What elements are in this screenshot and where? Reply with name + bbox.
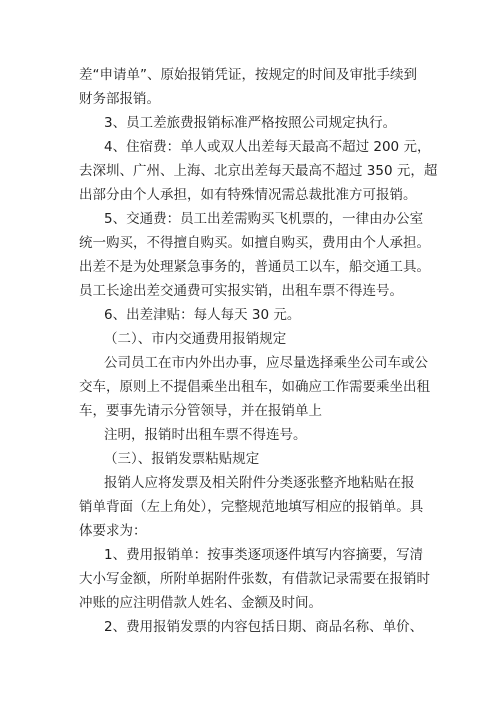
text-line: 注明，报销时出租车票不得连号。 bbox=[104, 427, 307, 443]
text-line: 差“申请单”、原始报销凭证，按规定的时间及审批手续到 bbox=[79, 67, 417, 83]
text-line: 冲账的应注明借款人姓名、金额及时间。 bbox=[79, 595, 322, 611]
text-line: 员工长途出差交通费可实报实销，出租车票不得连号。 bbox=[79, 283, 403, 299]
text-line: 销单背面（左上角处），完整规范地填写相应的报销单。具 bbox=[79, 499, 424, 515]
section-heading: （二）、市内交通费用报销规定 bbox=[104, 331, 287, 347]
text-line: 统一购买，不得擅自购买。如擅自购买，费用由个人承担。 bbox=[79, 235, 430, 251]
text-line: 体要求为： bbox=[79, 523, 147, 539]
text-line: 出差不是为处理紧急事务的，普通员工以车，船交通工具。 bbox=[79, 259, 430, 275]
text-line: 大小写金额，所附单据附件张数，有借款记录需要在报销时 bbox=[79, 571, 430, 587]
text-line: 车，要事先请示分管领导，并在报销单上 bbox=[79, 403, 322, 419]
text-line: 报销人应将发票及相关附件分类逐张整齐地粘贴在报 bbox=[104, 475, 415, 491]
text-line: 交车，原则上不提倡乘坐出租车，如确应工作需要乘坐出租 bbox=[79, 379, 430, 395]
text-line: 4、住宿费：单人或双人出差每天最高不超过 200 元， bbox=[104, 139, 431, 155]
text-line: 去深圳、广州、上海、北京出差每天最高不超过 350 元，超 bbox=[79, 163, 438, 179]
text-line: 公司员工在市内外出办事，应尽量选择乘坐公司车或公 bbox=[104, 355, 428, 371]
text-line: 财务部报销。 bbox=[79, 91, 160, 107]
text-line: 1、费用报销单：按事类逐项逐件填写内容摘要，写清 bbox=[104, 547, 424, 563]
text-line: 6、出差津贴：每人每天 30 元。 bbox=[104, 307, 301, 323]
text-line: 2、费用报销发票的内容包括日期、商品名称、单价、 bbox=[104, 619, 424, 635]
text-line: 5、交通费：员工出差需购买飞机票的，一律由办公室 bbox=[104, 211, 424, 227]
text-line: 3、员工差旅费报销标准严格按照公司规定执行。 bbox=[104, 115, 397, 131]
section-heading: （三）、报销发票粘贴规定 bbox=[104, 451, 260, 467]
text-line: 出部分由个人承担，如有特殊情况需总裁批准方可报销。 bbox=[79, 187, 417, 203]
